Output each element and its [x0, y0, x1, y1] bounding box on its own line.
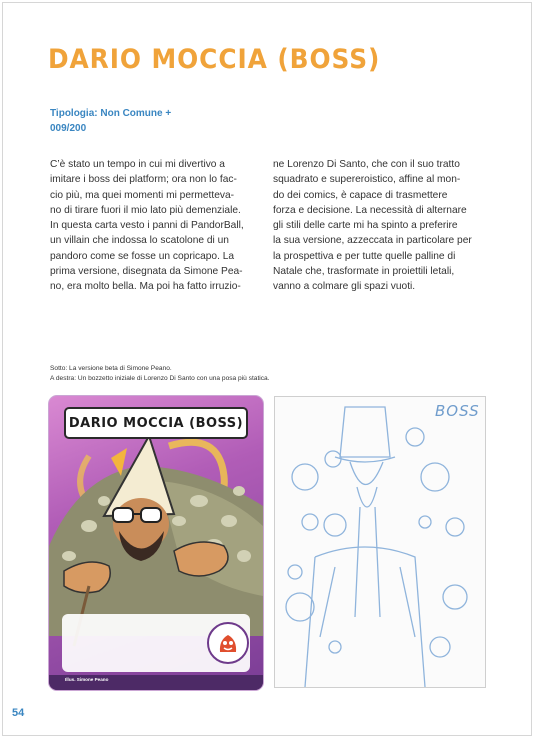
caption-below: Sotto: La versione beta di Simone Peano.	[50, 365, 172, 372]
body-line: C’è stato un tempo in cui mi divertivo a	[50, 159, 225, 170]
pandoro-emblem-icon	[207, 622, 249, 664]
sketch-label: BOSS	[435, 402, 480, 420]
page-number: 54	[12, 707, 25, 719]
body-line: In questa carta vesto i panni di PandorBall,	[50, 220, 244, 232]
body-line: prima versione, disegnata da Simone Pea-	[50, 266, 243, 278]
sketch-illustration	[274, 396, 486, 688]
emblem-icon	[215, 630, 241, 656]
body-line: squadrato e supereroistico, affine al mon-	[273, 174, 461, 186]
card-rarity: Tipologia: Non Comune +	[50, 108, 172, 119]
card-meta	[50, 106, 171, 136]
body-line: gli stili delle carte mi ha spinto a preferire	[273, 220, 458, 232]
body-line: no di tirare fuori il mio lato più demenziale.	[50, 204, 241, 216]
card-name-banner	[64, 407, 248, 439]
body-line: ne Lorenzo Di Santo, che con il suo tratto	[273, 159, 460, 170]
card-number: 009/200	[50, 123, 87, 134]
body-line: no, era molto bella. Ma poi ha fatto irruzio-	[50, 281, 241, 293]
body-column-left	[50, 157, 262, 295]
card-illustrator-credit: Illus. Simone Peano	[65, 677, 109, 682]
card-name: DARIO MOCCIA (BOSS)	[68, 415, 244, 431]
body-line: vanno a colmare gli spazi vuoti.	[273, 281, 416, 293]
sketch-artwork	[275, 397, 485, 687]
body-line: un villain che indossa lo scatolone di un	[50, 235, 229, 247]
card-illustration	[48, 395, 264, 691]
body-line: cio più, ma quei momenti mi permetteva-	[50, 189, 235, 201]
page-title: DARIO MOCCIA (BOSS)	[48, 44, 381, 75]
body-line: Natale che, trasformate in proiettili letali,	[273, 266, 455, 278]
image-captions	[50, 364, 270, 383]
body-line: pandoro come se fosse un copricapo. La	[50, 250, 235, 262]
body-line: forza e decisione. La necessità di alternare	[273, 204, 467, 216]
body-line: do dei comics, è capace di trasmettere	[273, 189, 448, 201]
body-line: la prospettiva e per tutte quelle palline di	[273, 250, 456, 262]
body-line: la sua versione, azzeccata in particolare per	[273, 235, 472, 247]
body-column-right	[273, 157, 485, 295]
body-line: imitare i boss dei platform; ora non lo fac-	[50, 174, 237, 186]
caption-right: A destra: Un bozzetto iniziale di Lorenzo Di Santo con una posa più statica.	[50, 374, 270, 382]
